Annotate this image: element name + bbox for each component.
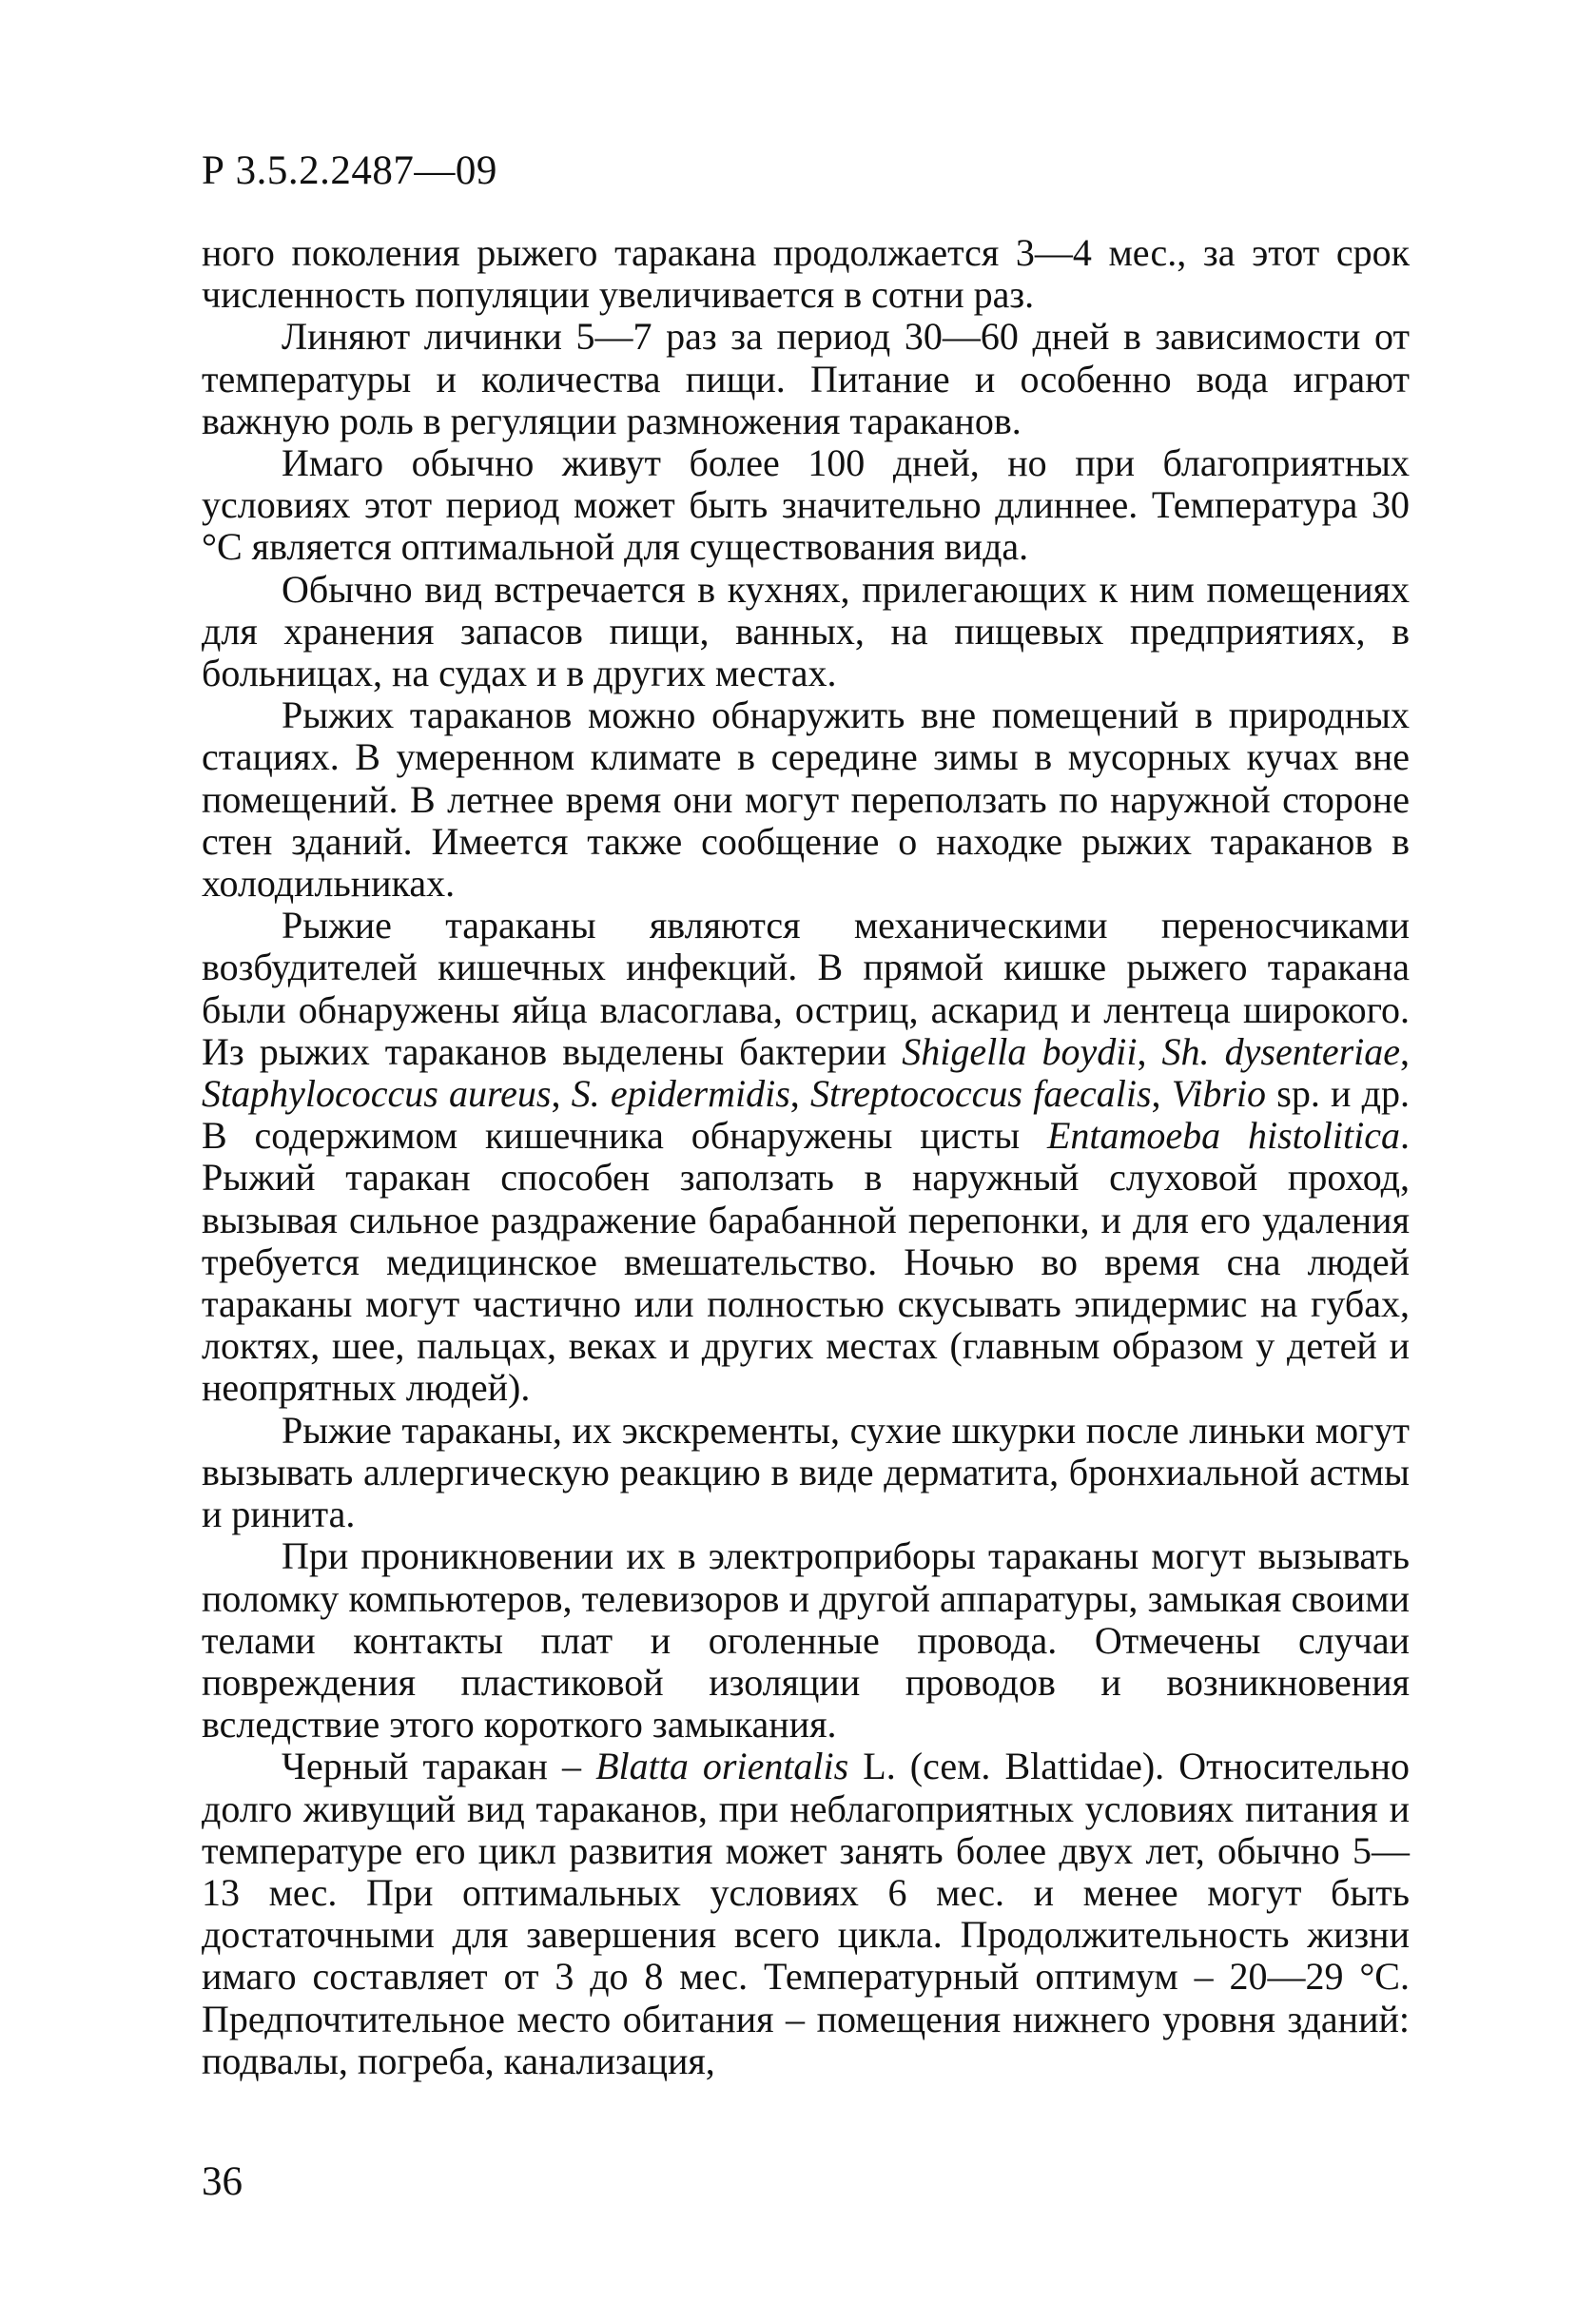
species-name: Entamoeba histolitica: [1046, 1114, 1401, 1158]
text-run: ,: [1137, 1029, 1162, 1073]
text-run: ,: [789, 1072, 810, 1116]
species-name: S. epidermidis: [571, 1072, 790, 1116]
species-name: Shigella boydii: [902, 1029, 1138, 1073]
paragraph: [202, 442, 1410, 569]
text-run: ,: [551, 1072, 572, 1116]
paragraph: [202, 694, 1410, 905]
text-run: При проникновении их в электроприборы тараканы могут вызывать поломку компьютеров, телевизоров и другой аппаратуры, замыкая своими телами контакты плат и оголенные провода. Отмечены случаи повреждения пластиковой изоляции проводов и возникновения вследствие этого короткого замыкания.: [202, 1534, 1410, 1747]
paragraph: [202, 1535, 1410, 1746]
text-run: sp. и др. В содержимом кишечника обнаружены цисты: [202, 1072, 1411, 1158]
paragraph: [202, 569, 1410, 695]
text-run: Обычно вид встречается в кухнях, прилегающих к ним помещениях для хранения запасов пищи, ванных, на пищевых предприятиях, в больницах, на судах и в других местах.: [202, 567, 1410, 695]
species-name: Streptococcus faecalis: [810, 1072, 1152, 1116]
text-run: ,: [1151, 1072, 1172, 1116]
text-run: Черный таракан –: [282, 1745, 596, 1788]
document-code: Р 3.5.2.2487—09: [202, 148, 497, 193]
paragraph: [202, 905, 1410, 1409]
text-run: ,: [1400, 1029, 1411, 1073]
text-run: Имаго обычно живут более 100 дней, но при благоприятных условиях этот период может быть значительно длиннее. Температура 30 °С является оптимальной для существования вида.: [202, 441, 1410, 569]
text-run: Рыжих тараканов можно обнаружить вне помещений в природных стациях. В умеренном климате в середине зимы в мусорных кучах вне помещений. В летнее время они могут переползать по наружной стороне стен зданий. Имеется также сообщение о находке рыжих тараканов в холодильниках.: [202, 693, 1410, 906]
text-run: L. (сем. Blattidae). Относительно долго живущий вид тараканов, при неблагоприятных условиях питания и температуре его цикл развития может занять более двух лет, обычно 5—13 мес. При оптимальных условиях 6 мес. и менее могут быть достаточными для завершения всего цикла. Продолжительность жизни имаго составляет от 3 до 8 мес. Температурный оптимум – 20—29 °С. Предпочтительное место обитания – помещения нижнего уровня зданий: подвалы, погреба, канализация,: [202, 1745, 1410, 2082]
body-text: [202, 232, 1410, 2082]
text-run: Рыжие тараканы являются механическими переносчиками возбудителей кишечных инфекций. В прямой кишке рыжего таракана были обнаружены яйца власоглава, остриц, аскарид и лентеца широкого. Из рыжих тараканов выделены бактерии: [202, 904, 1410, 1073]
species-name: Blatta orientalis: [595, 1745, 849, 1788]
text-run: Линяют личинки 5—7 раз за период 30—60 дней в зависимости от температуры и количества пищи. Питание и особенно вода играют важную роль в регуляции размножения тараканов.: [202, 315, 1410, 442]
species-name: Staphylococcus aureus: [202, 1072, 552, 1116]
page-number: 36: [202, 2159, 243, 2204]
text-run: ного поколения рыжего таракана продолжается 3—4 мес., за этот срок численность популяции увеличивается в сотни раз.: [202, 231, 1410, 317]
species-name: Sh. dysenteriae: [1161, 1029, 1401, 1073]
paragraph: [202, 1746, 1410, 2082]
species-name: Vibrio: [1171, 1072, 1267, 1116]
paragraph: [202, 232, 1410, 316]
text-run: Рыжие тараканы, их экскременты, сухие шкурки после линьки могут вызывать аллергическую реакцию в виде дерматита, бронхиальной астмы и ринита.: [202, 1408, 1410, 1536]
paragraph: [202, 1410, 1410, 1536]
text-run: . Рыжий таракан способен заползать в наружный слуховой проход, вызывая сильное раздражение барабанной перепонки, и для его удаления требуется медицинское вмешательство. Ночью во время сна людей тараканы могут частично или полностью скусывать эпидермис на губах, локтях, шее, пальцах, веках и других местах (главным образом у детей и неопрятных людей).: [202, 1114, 1411, 1410]
paragraph: [202, 316, 1410, 442]
